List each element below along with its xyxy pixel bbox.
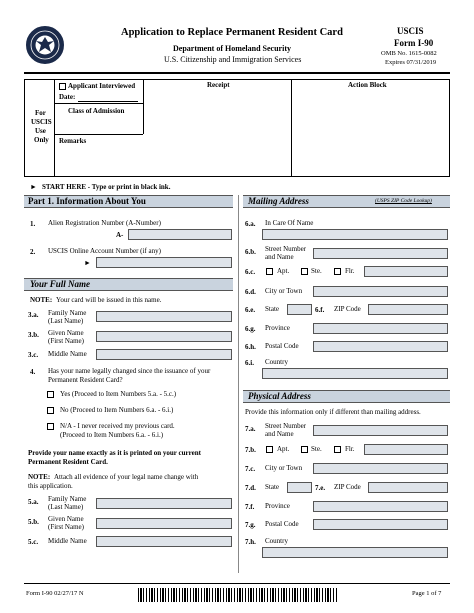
dhs-seal	[26, 26, 64, 64]
flr-checkbox[interactable]	[334, 268, 341, 275]
start-here-text: START HERE - Type or print in black ink.	[42, 183, 171, 191]
uscis-box-divider	[143, 79, 144, 134]
given-name-field[interactable]	[96, 518, 232, 529]
provide-name-text: Provide your name exactly as it is printed on your current	[28, 449, 201, 457]
applicant-interviewed-label: Applicant Interviewed	[68, 82, 136, 90]
item-number: 7.h.	[245, 538, 256, 546]
street-sublabel: and Name	[265, 430, 294, 438]
physical-address-title: Physical Address	[248, 391, 311, 401]
unit-number-field[interactable]	[364, 444, 448, 455]
usps-lookup-link[interactable]: (USPS ZIP Code Lookup)	[375, 198, 432, 204]
family-name-label: Family Name	[48, 495, 87, 503]
eagle-icon	[28, 28, 62, 62]
postal-code-field[interactable]	[313, 341, 448, 352]
item-number: 6.h.	[245, 343, 256, 351]
item-number: 6.g.	[245, 325, 256, 333]
omb-number: OMB No. 1615-0082	[381, 50, 437, 57]
street-sublabel: and Name	[265, 253, 294, 261]
postal-code-field[interactable]	[313, 519, 448, 530]
ste-checkbox[interactable]	[301, 268, 308, 275]
date-label: Date:	[59, 93, 76, 101]
provide-name-text-cont: Permanent Resident Card.	[28, 458, 108, 466]
note-label: NOTE:	[30, 296, 53, 304]
apt-checkbox[interactable]	[266, 446, 273, 453]
action-block-label: Action Block	[348, 81, 387, 89]
note-label: NOTE:	[28, 473, 51, 481]
flr-label: Flr.	[345, 267, 355, 275]
given-name-label: Given Name	[48, 515, 84, 523]
remarks-label: Remarks	[59, 137, 87, 145]
name-change-yes-label: Yes (Proceed to Item Numbers 5.a. - 5.c.)	[60, 390, 177, 398]
given-name-label: Given Name	[48, 329, 84, 337]
postal-code-label: Postal Code	[265, 520, 299, 528]
name-change-no-checkbox[interactable]	[47, 407, 54, 414]
physical-address-intro: Provide this information only if different than mailing address.	[245, 408, 421, 416]
uscis-side-line: Use	[35, 127, 46, 135]
agency-name: U.S. Citizenship and Immigration Services	[164, 55, 302, 64]
item-number: 6.a.	[245, 220, 256, 228]
uscis-side-line: Only	[34, 136, 49, 144]
name-change-yes-checkbox[interactable]	[47, 391, 54, 398]
footer-form-edition: Form I-90 02/27/17 N	[26, 590, 84, 597]
class-of-admission-label: Class of Admission	[68, 107, 125, 115]
footer-page-number: Page 1 of 7	[412, 590, 442, 597]
family-name-sublabel: (Last Name)	[48, 317, 84, 325]
street-field[interactable]	[313, 248, 448, 259]
family-name-field[interactable]	[96, 498, 232, 509]
middle-name-field[interactable]	[96, 536, 232, 547]
footer-rule	[24, 583, 450, 584]
zip-label: ZIP Code	[334, 305, 361, 313]
ste-label: Ste.	[311, 267, 322, 275]
country-field[interactable]	[262, 368, 448, 379]
start-here-arrow-icon: ►	[30, 183, 37, 191]
name-change-na-checkbox[interactable]	[47, 423, 54, 430]
uscis-use-box	[24, 79, 450, 177]
mailing-address-title: Mailing Address	[248, 196, 309, 206]
item-number: 7.a.	[245, 425, 256, 433]
a-number-prefix: A-	[116, 231, 124, 239]
zip-label: ZIP Code	[334, 483, 361, 491]
item-number: 7.c.	[245, 465, 256, 473]
name-change-na-label: N/A - I never received my previous card.	[60, 422, 175, 430]
street-label: Street Number	[265, 422, 307, 430]
unit-number-field[interactable]	[364, 266, 448, 277]
item-number: 6.c.	[245, 268, 256, 276]
online-account-label: USCIS Online Account Number (if any)	[48, 247, 161, 255]
zip-field[interactable]	[368, 482, 448, 493]
care-of-label: In Care Of Name	[265, 219, 314, 227]
item-number: 7.f.	[245, 503, 255, 511]
name-change-no-label: No (Proceed to Item Numbers 6.a. - 6.i.)	[60, 406, 174, 414]
expiration-date: Expires 07/31/2019	[385, 59, 437, 66]
middle-name-field[interactable]	[96, 349, 232, 360]
a-number-label: Alien Registration Number (A-Number)	[48, 219, 161, 227]
item-number: 5.c.	[28, 538, 39, 546]
apt-label: Apt.	[277, 267, 290, 275]
uscis-box-divider	[291, 79, 292, 177]
date-line	[78, 101, 138, 102]
full-name-title: Your Full Name	[30, 279, 91, 289]
item-number: 3.c.	[28, 351, 39, 359]
province-label: Province	[265, 324, 290, 332]
zip-field[interactable]	[368, 304, 448, 315]
country-field[interactable]	[262, 547, 448, 558]
item-number: 4.	[30, 368, 36, 376]
ste-label: Ste.	[311, 445, 322, 453]
province-field[interactable]	[313, 323, 448, 334]
country-label: Country	[265, 537, 288, 545]
online-account-field[interactable]	[96, 257, 232, 268]
item-number: 5.a.	[28, 498, 39, 506]
name-change-question: Has your name legally changed since the issuance of your	[48, 367, 211, 375]
item-number: 7.b.	[245, 446, 256, 454]
applicant-interviewed-checkbox[interactable]	[59, 83, 66, 90]
city-label: City or Town	[265, 287, 303, 295]
item-number: 6.f.	[315, 306, 325, 314]
city-field[interactable]	[313, 463, 448, 474]
item-number: 5.b.	[28, 518, 39, 526]
name-change-question-cont: Permanent Resident Card?	[48, 376, 123, 384]
uscis-box-divider	[54, 134, 143, 135]
item-number: 6.d.	[245, 288, 256, 296]
item-number: 3.a.	[28, 311, 39, 319]
item-number: 6.i.	[245, 359, 254, 367]
street-label: Street Number	[265, 245, 307, 253]
a-number-field[interactable]	[128, 229, 232, 240]
family-name-field[interactable]	[96, 311, 232, 322]
city-label: City or Town	[265, 464, 303, 472]
middle-name-label: Middle Name	[48, 350, 87, 358]
item-number: 3.b.	[28, 331, 39, 339]
note-text: Your card will be issued in this name.	[56, 296, 162, 304]
province-field[interactable]	[313, 501, 448, 512]
item-number: 7.g.	[245, 521, 256, 529]
note-text: Attach all evidence of your legal name change with	[54, 473, 199, 481]
item-number: 2.	[30, 248, 36, 256]
city-field[interactable]	[313, 286, 448, 297]
department-name: Department of Homeland Security	[173, 44, 291, 53]
receipt-label: Receipt	[207, 81, 230, 89]
state-label: State	[265, 483, 279, 491]
barcode	[138, 588, 338, 602]
part1-title: Part 1. Information About You	[28, 196, 146, 206]
uscis-side-line: For	[35, 109, 46, 117]
state-select[interactable]	[287, 482, 312, 493]
column-divider	[238, 195, 239, 573]
item-number: 1.	[30, 220, 36, 228]
name-change-na-sublabel: (Proceed to Item Numbers 6.a. - 6.i.)	[60, 431, 164, 439]
family-name-label: Family Name	[48, 309, 87, 317]
country-label: Country	[265, 358, 288, 366]
item-number: 6.e.	[245, 306, 256, 314]
care-of-field[interactable]	[262, 229, 448, 240]
header-rule	[24, 72, 450, 74]
given-name-field[interactable]	[96, 331, 232, 342]
form-number: Form I-90	[394, 38, 434, 48]
note-text-cont: this application.	[28, 482, 73, 490]
ste-checkbox[interactable]	[301, 446, 308, 453]
arrow-icon: ►	[84, 259, 91, 267]
given-name-sublabel: (First Name)	[48, 337, 84, 345]
middle-name-label: Middle Name	[48, 537, 87, 545]
apt-label: Apt.	[277, 445, 290, 453]
uscis-side-line: USCIS	[31, 118, 52, 126]
apt-checkbox[interactable]	[266, 268, 273, 275]
state-label: State	[265, 305, 279, 313]
uscis-box-divider	[54, 103, 143, 104]
family-name-sublabel: (Last Name)	[48, 503, 84, 511]
uscis-box-divider	[54, 79, 55, 177]
street-field[interactable]	[313, 425, 448, 436]
flr-checkbox[interactable]	[334, 446, 341, 453]
flr-label: Flr.	[345, 445, 355, 453]
item-number: 7.d.	[245, 484, 256, 492]
agency-short: USCIS	[397, 26, 424, 36]
state-select[interactable]	[287, 304, 312, 315]
item-number: 6.b.	[245, 248, 256, 256]
postal-code-label: Postal Code	[265, 342, 299, 350]
given-name-sublabel: (First Name)	[48, 523, 84, 531]
item-number: 7.e.	[315, 484, 326, 492]
form-title: Application to Replace Permanent Resident Card	[121, 27, 343, 38]
province-label: Province	[265, 502, 290, 510]
